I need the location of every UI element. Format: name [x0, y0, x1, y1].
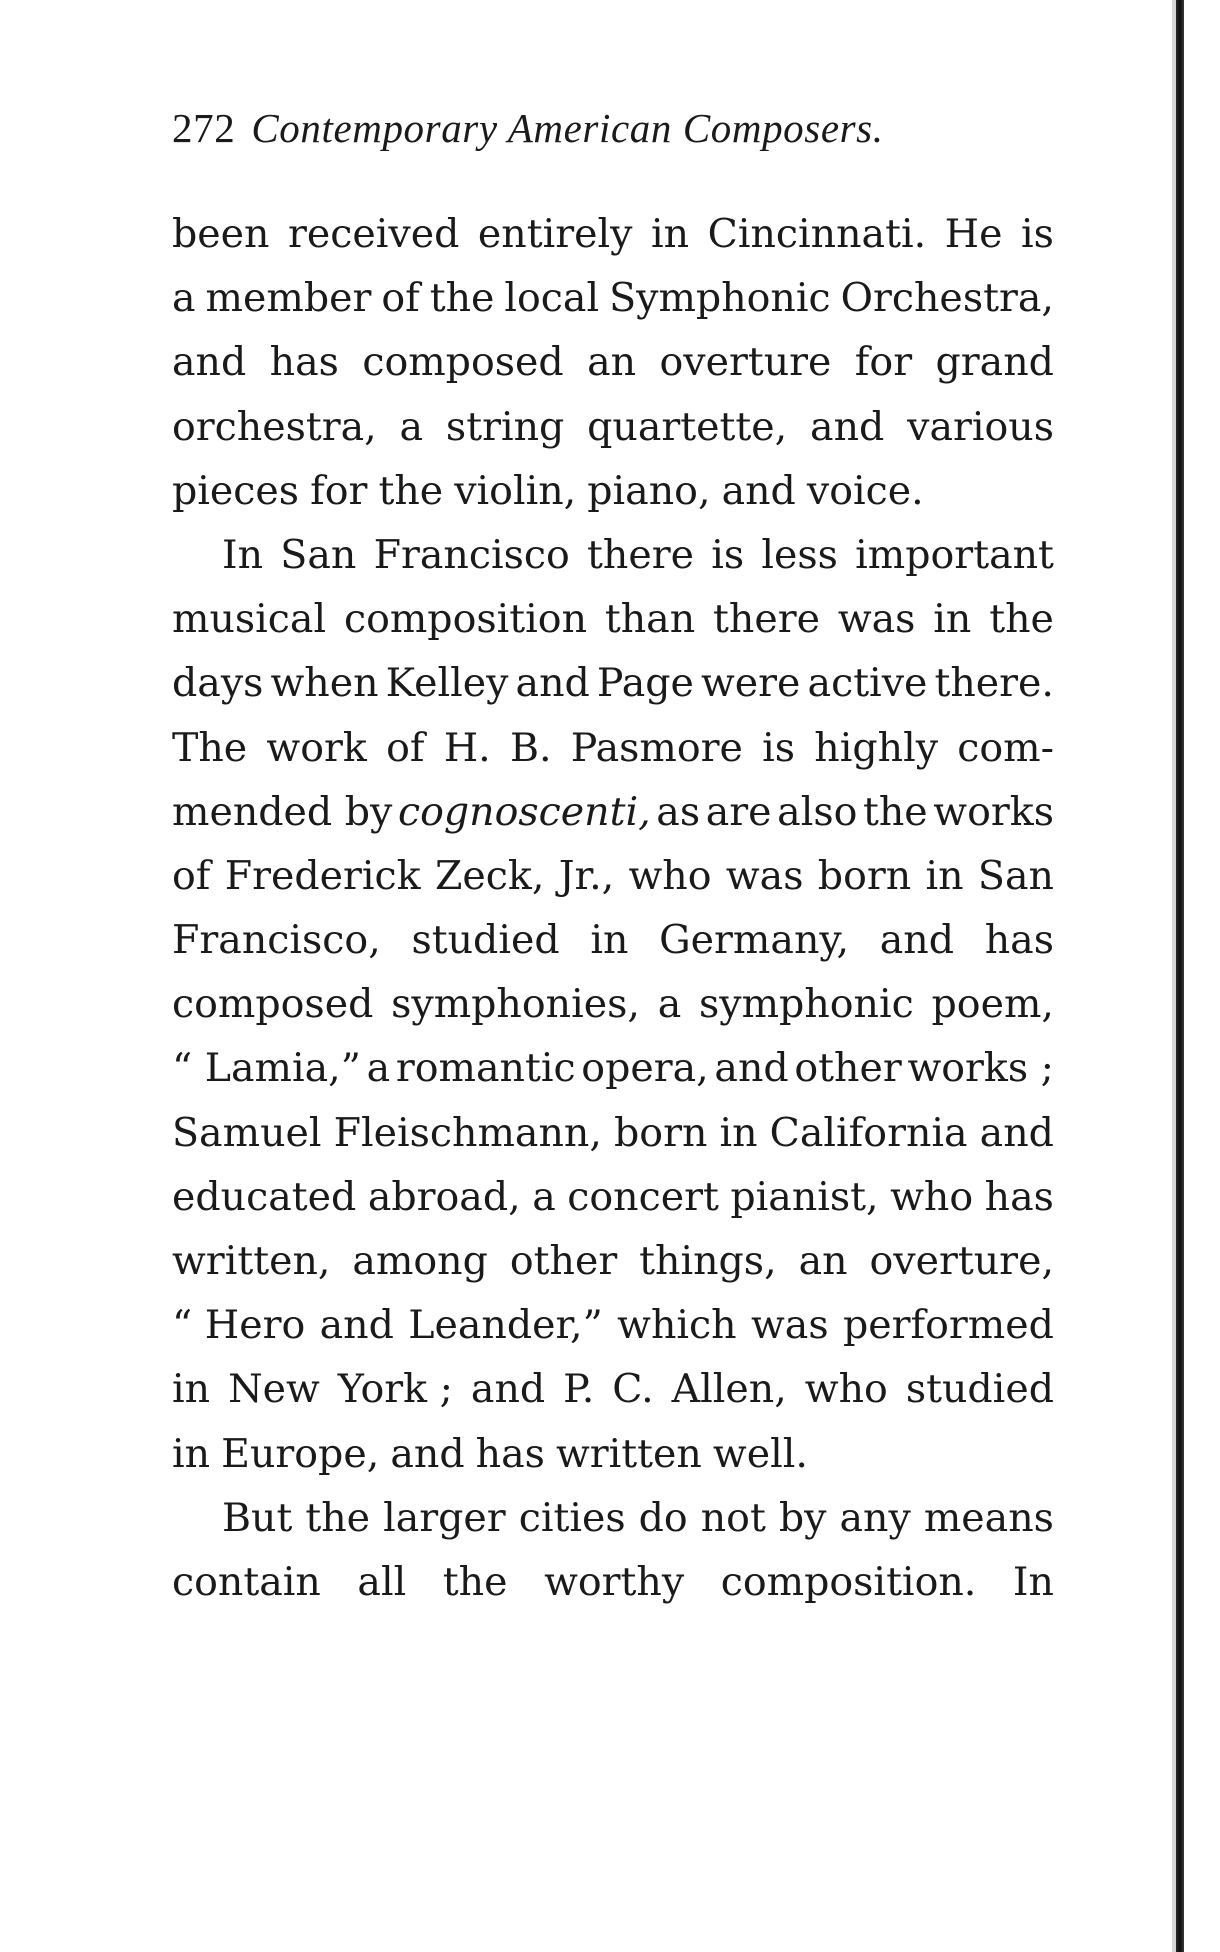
word: important — [855, 531, 1054, 578]
word: and — [979, 1109, 1054, 1156]
word: are — [705, 788, 772, 835]
word: who — [628, 852, 712, 899]
word: Allen, — [671, 1366, 787, 1413]
word: symphonic — [699, 981, 914, 1028]
word: the — [305, 1494, 371, 1541]
word: pianist, — [730, 1173, 879, 1220]
word: San — [280, 531, 357, 578]
word: The — [172, 724, 248, 771]
word: He — [944, 211, 1003, 257]
word: B. — [509, 724, 552, 771]
word: an — [798, 1238, 848, 1284]
word: in — [650, 211, 690, 257]
text-line — [172, 202, 1054, 266]
italic-term: cognoscenti, — [397, 788, 651, 835]
word: things, — [639, 1238, 777, 1284]
word: composition. — [720, 1558, 977, 1605]
word: concert — [567, 1173, 719, 1220]
word: means — [923, 1494, 1054, 1541]
word: California — [769, 1109, 968, 1156]
word: do — [638, 1494, 688, 1541]
body-text — [172, 202, 1054, 1614]
word: was — [837, 596, 916, 643]
text-line — [172, 716, 1054, 780]
word: violin, — [454, 467, 577, 514]
page-number: 272 — [172, 105, 236, 151]
word: been — [172, 211, 270, 257]
word: symphonies, — [391, 981, 640, 1028]
word: of — [386, 724, 425, 771]
word: P. — [563, 1366, 595, 1413]
word: a — [532, 1173, 556, 1220]
word: Fleischmann, — [333, 1109, 602, 1156]
word: and — [470, 1366, 546, 1413]
text-line — [172, 651, 1054, 715]
word: Francisco — [373, 531, 570, 578]
word: in — [925, 852, 964, 899]
word: local — [504, 275, 600, 322]
word: not — [700, 1494, 766, 1541]
word: there — [587, 531, 694, 578]
word: San — [977, 852, 1054, 899]
text-line — [172, 1293, 1054, 1357]
word: other — [509, 1238, 618, 1284]
word: in — [172, 1366, 211, 1413]
word: Frederick — [224, 852, 421, 899]
word: and — [721, 467, 796, 514]
word: than — [604, 596, 696, 643]
word: for — [310, 467, 368, 514]
word: Zeck, — [434, 852, 545, 899]
word: Page — [596, 660, 694, 707]
word: poem, — [931, 981, 1054, 1028]
word: the — [989, 596, 1054, 643]
word: Samuel — [172, 1109, 322, 1156]
text-segment: mended by — [172, 788, 393, 835]
text-line — [172, 1550, 1054, 1614]
word: and — [172, 339, 247, 386]
word: and — [515, 660, 590, 707]
word: Jr., — [558, 852, 615, 899]
word: and — [810, 403, 885, 450]
text-line — [172, 972, 1054, 1036]
text-line — [172, 1486, 1054, 1550]
word: musical — [172, 596, 327, 643]
word: works — [933, 788, 1054, 835]
word: Symphonic — [609, 275, 831, 322]
word: were — [700, 660, 801, 707]
word: written, — [172, 1238, 331, 1284]
text-line — [172, 1357, 1054, 1421]
word: Europe, — [221, 1430, 380, 1477]
text-line — [172, 266, 1054, 330]
word: New — [228, 1366, 320, 1413]
word: quartette, — [587, 403, 788, 450]
word: worthy — [544, 1558, 685, 1605]
word: cities — [518, 1494, 626, 1541]
word: com- — [957, 724, 1054, 771]
word: is — [1021, 211, 1054, 257]
word: of — [172, 852, 211, 899]
word: which — [617, 1302, 737, 1349]
word: all — [357, 1558, 407, 1605]
word: opera, — [581, 1045, 709, 1092]
word: piano, — [587, 467, 711, 514]
word: “ Lamia,” — [172, 1045, 361, 1092]
word: any — [839, 1494, 911, 1541]
text-line — [172, 1036, 1054, 1100]
word: C. — [612, 1366, 654, 1413]
text-line-with-italic — [172, 780, 1054, 844]
text-line — [172, 330, 1054, 394]
word: is — [762, 724, 796, 771]
word: orchestra, — [172, 403, 377, 450]
word: studied — [905, 1366, 1054, 1413]
word: educated — [172, 1173, 357, 1220]
word: But — [222, 1494, 293, 1541]
word: there — [713, 596, 820, 643]
text-line — [172, 908, 1054, 972]
running-head — [172, 104, 884, 152]
word: received — [288, 211, 460, 257]
word: a — [172, 275, 196, 322]
word: also — [777, 788, 858, 835]
text-line — [172, 459, 1054, 523]
word: performed — [842, 1302, 1054, 1349]
word: pieces — [172, 467, 300, 514]
word: of — [381, 275, 420, 322]
word: string — [445, 403, 565, 450]
word: born — [817, 852, 912, 899]
word: and — [319, 1302, 394, 1349]
word: Francisco, — [172, 917, 381, 964]
word: written — [555, 1430, 702, 1477]
word: among — [352, 1238, 488, 1284]
word: a — [399, 403, 424, 450]
word: Orchestra, — [840, 275, 1054, 322]
word: the — [862, 788, 928, 835]
word: overture — [659, 339, 832, 386]
word: Cincinnati. — [707, 211, 927, 257]
word: active — [807, 660, 928, 707]
book-spine-edge — [1176, 0, 1184, 1952]
word: works ; — [907, 1045, 1054, 1092]
word: is — [711, 531, 745, 578]
word: romantic — [395, 1045, 576, 1092]
word: for — [854, 339, 913, 386]
word: days — [172, 660, 264, 707]
word: was — [725, 852, 804, 899]
word: in — [172, 1430, 211, 1477]
word: larger — [383, 1494, 506, 1541]
word: Germany, — [659, 917, 850, 964]
word: there. — [934, 660, 1054, 707]
word: Kelley — [385, 660, 509, 707]
word: was — [750, 1302, 829, 1349]
word: Leander,” — [408, 1302, 603, 1349]
text-line — [172, 1165, 1054, 1229]
text-line — [172, 1229, 1054, 1293]
text-line — [172, 395, 1054, 459]
text-line — [172, 1101, 1054, 1165]
word: a — [657, 981, 682, 1028]
word: grand — [935, 339, 1054, 386]
word: as — [656, 788, 701, 835]
word: has — [269, 339, 339, 386]
word: by — [778, 1494, 827, 1541]
text-line — [172, 523, 1054, 587]
word: contain — [172, 1558, 321, 1605]
word: who — [804, 1366, 888, 1413]
word: the — [378, 467, 444, 514]
text-line — [172, 1422, 1054, 1486]
word: when — [270, 660, 379, 707]
word: composed — [362, 339, 564, 386]
word: composition — [343, 596, 588, 643]
word: an — [587, 339, 637, 386]
word: entirely — [477, 211, 633, 257]
word: In — [1012, 1558, 1054, 1605]
word: has — [984, 917, 1054, 964]
word: and — [390, 1430, 465, 1477]
word: has — [984, 1173, 1054, 1220]
running-title: Contemporary American Composers. — [251, 105, 884, 151]
word: various — [907, 403, 1054, 450]
word: a — [366, 1045, 391, 1092]
word: highly — [814, 724, 939, 771]
word: the — [429, 275, 495, 322]
word: member — [205, 275, 372, 322]
word: in — [590, 917, 629, 964]
word: York ; — [337, 1366, 453, 1413]
word: in — [719, 1109, 758, 1156]
word: abroad, — [367, 1173, 521, 1220]
word: work — [266, 724, 367, 771]
word: studied — [411, 917, 560, 964]
word: has — [475, 1430, 545, 1477]
word: overture, — [869, 1238, 1054, 1284]
word: less — [761, 531, 838, 578]
word: voice. — [806, 467, 924, 514]
word: who — [890, 1173, 974, 1220]
word: and — [714, 1045, 789, 1092]
word: H. — [443, 724, 491, 771]
word: well. — [712, 1430, 808, 1477]
word: other — [794, 1045, 902, 1092]
text-line — [172, 587, 1054, 651]
word: Pasmore — [570, 724, 743, 771]
word: composed — [172, 981, 374, 1028]
text-line — [172, 844, 1054, 908]
word: born — [614, 1109, 708, 1156]
word: the — [442, 1558, 508, 1605]
word: in — [933, 596, 972, 643]
word: “ Hero — [172, 1302, 306, 1349]
word: and — [879, 917, 954, 964]
word: In — [222, 531, 264, 578]
